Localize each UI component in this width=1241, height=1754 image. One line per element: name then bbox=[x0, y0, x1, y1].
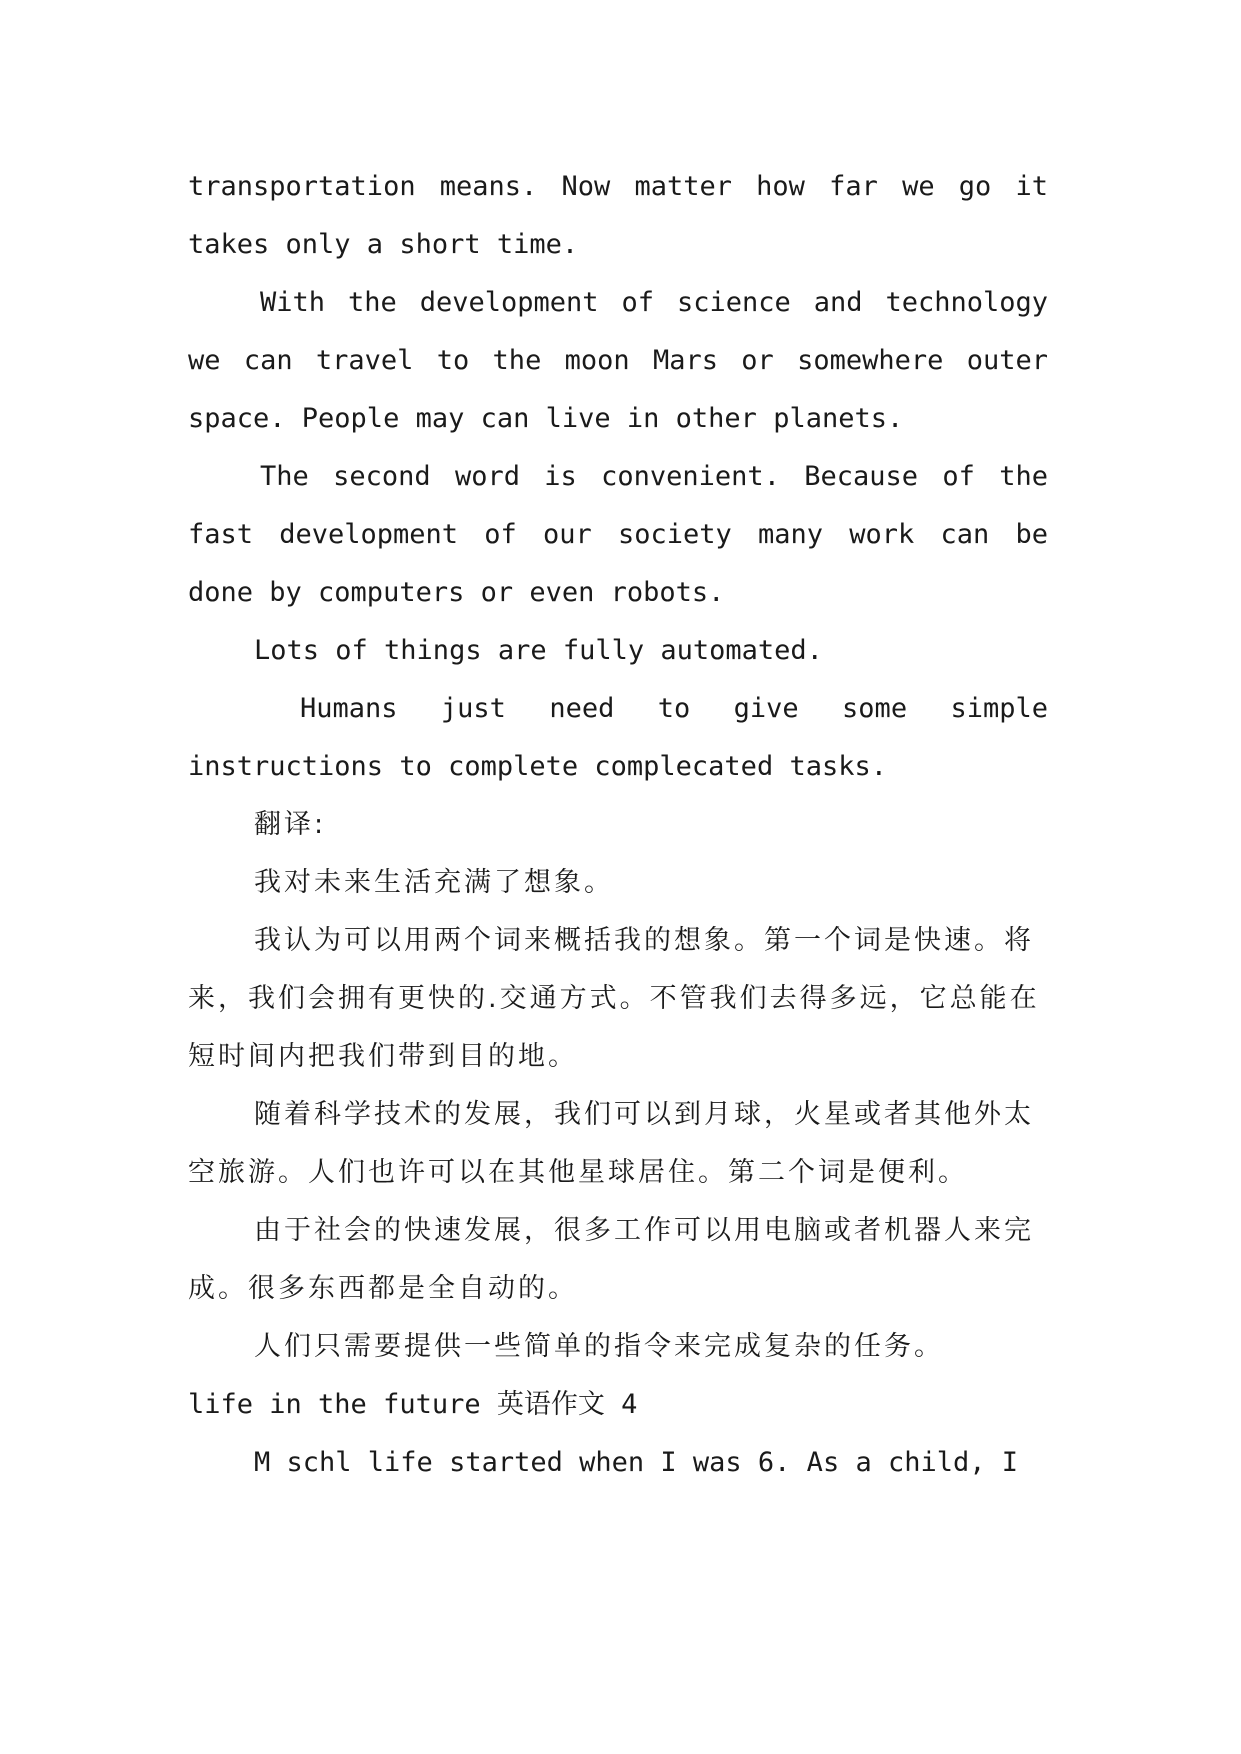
section-heading: life in the future 英语作文 4 bbox=[188, 1389, 638, 1420]
paragraph-zh-imagination: 我对未来生活充满了想象。 bbox=[254, 867, 614, 898]
paragraph-school-life: M schl life started when I was 6. As a child, I bbox=[254, 1447, 1019, 1478]
translation-heading: 翻译: bbox=[254, 809, 327, 840]
paragraph-automated: Lots of things are fully automated. bbox=[254, 635, 823, 666]
paragraph-humans: Humans just need to give some simple instructions to complete complecated tasks. bbox=[188, 693, 1048, 782]
paragraph-science-technology: With the development of science and technology we can travel to the moon Mars or somewhere outer space. People may can live in other planets. bbox=[188, 287, 1048, 434]
paragraph-second-word: The second word is convenient. Because of the fast development of our society many work can be done by computers or even robots. bbox=[188, 461, 1048, 608]
paragraph-transportation: transportation means. Now matter how far we go it takes only a short time. bbox=[188, 171, 1048, 260]
paragraph-zh-society: 由于社会的快速发展，很多工作可以用电脑或者机器人来完成。很多东西都是全自动的。 bbox=[188, 1215, 1034, 1304]
paragraph-zh-science: 随着科学技术的发展，我们可以到月球，火星或者其他外太空旅游。人们也许可以在其他星球居住。第二个词是便利。 bbox=[188, 1099, 1034, 1188]
document-body bbox=[188, 158, 1048, 1492]
paragraph-zh-instructions: 人们只需要提供一些简单的指令来完成复杂的任务。 bbox=[254, 1331, 944, 1362]
paragraph-zh-fast: 我认为可以用两个词来概括我的想象。第一个词是快速。将来，我们会拥有更快的.交通方式。不管我们去得多远，它总能在短时间内把我们带到目的地。 bbox=[188, 925, 1040, 1072]
